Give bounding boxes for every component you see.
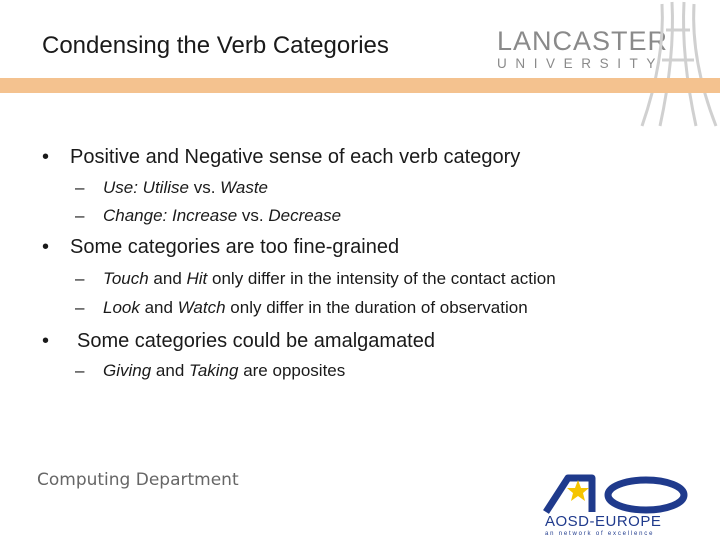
sub-bullet-rest: only differ in the duration of observation xyxy=(225,298,528,317)
bullet-text: Positive and Negative sense of each verb category xyxy=(70,146,521,168)
bullet-symbol: • xyxy=(42,330,50,352)
sub-bullet-2-1 xyxy=(75,269,556,289)
logo-sub-text: UNIVERSITY xyxy=(497,56,665,71)
aosd-logo-icon xyxy=(540,472,692,514)
footer-department: Computing Department xyxy=(37,470,239,490)
dash-symbol: – xyxy=(75,361,85,380)
sub-bullet-rest: are opposites xyxy=(238,361,346,380)
sub-bullet-term: Touch xyxy=(103,269,149,288)
sub-bullet-term: Hit xyxy=(186,269,208,288)
bullet-3 xyxy=(42,330,435,353)
slide-title: Condensing the Verb Categories xyxy=(42,32,389,59)
sub-bullet-3-1 xyxy=(75,361,345,381)
sub-bullet-term: Waste xyxy=(220,178,269,197)
sub-bullet-term: Look xyxy=(103,298,140,317)
sub-bullet-term: Decrease xyxy=(268,206,342,225)
dash-symbol: – xyxy=(75,178,85,197)
bullet-1 xyxy=(42,146,520,169)
dash-symbol: – xyxy=(75,298,85,317)
dash-symbol: – xyxy=(75,206,85,225)
sub-bullet-term: Use: Utilise xyxy=(103,178,189,197)
sub-bullet-connector: and xyxy=(151,361,189,380)
sub-bullet-2-2 xyxy=(75,298,528,318)
sub-bullet-1-2 xyxy=(75,206,341,226)
bullet-text: Some categories could be amalgamated xyxy=(77,330,435,352)
bullet-text: Some categories are too fine-grained xyxy=(70,236,400,258)
sub-bullet-connector: and xyxy=(148,269,187,288)
bullet-2 xyxy=(42,236,399,259)
sub-bullet-connector: vs. xyxy=(237,206,269,225)
sub-bullet-connector: vs. xyxy=(188,178,221,197)
sub-bullet-term: Watch xyxy=(177,298,226,317)
sub-bullet-term: Taking xyxy=(189,361,239,380)
tower-icon xyxy=(638,0,720,130)
bullet-symbol: • xyxy=(42,236,50,258)
sub-bullet-connector: and xyxy=(139,298,178,317)
sub-bullet-term: Giving xyxy=(103,361,152,380)
bullet-symbol: • xyxy=(42,146,50,168)
sub-bullet-rest: only differ in the intensity of the contact action xyxy=(207,269,556,288)
aosd-name: AOSD-EUROPE xyxy=(545,513,662,530)
logo-main-text: LANCASTER xyxy=(497,26,669,56)
dash-symbol: – xyxy=(75,269,85,288)
sub-bullet-term: Change: Increase xyxy=(103,206,238,225)
sub-bullet-1-1 xyxy=(75,178,268,198)
aosd-tagline: an network of excellence xyxy=(545,531,655,537)
header-accent-bar xyxy=(0,78,720,93)
